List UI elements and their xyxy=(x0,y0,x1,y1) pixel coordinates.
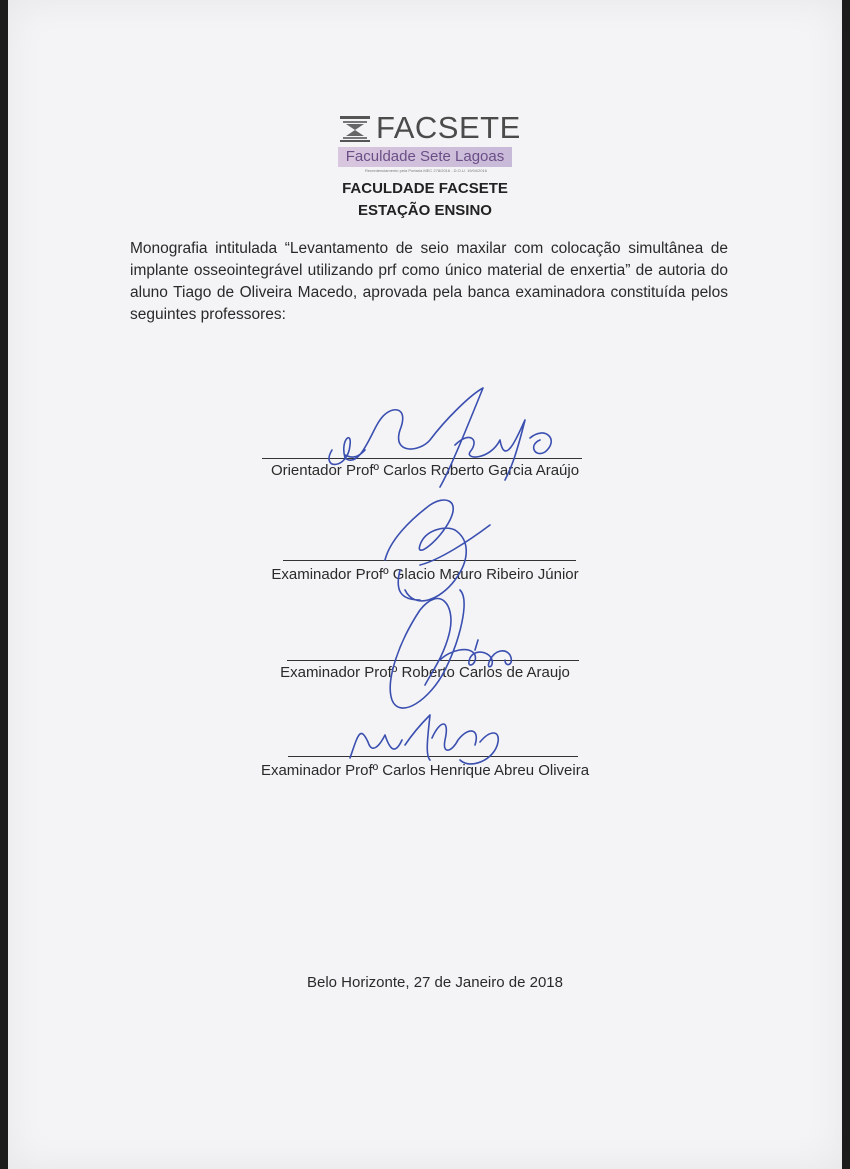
signature-line xyxy=(287,660,579,661)
institution-name: FACULDADE FACSETE xyxy=(342,180,508,197)
approval-statement: Monografia intitulada “Levantamento de seio maxilar com colocação simultânea de implante osseointegrável utilizando prf como único material de enxertia” de autoria do aluno Tiago de Oliveira Macedo, aprovada pela banca examinadora constituída pelos seguintes professores: xyxy=(130,240,728,323)
signatory-label: Orientador Profº Carlos Roberto Garcia Araújo xyxy=(270,462,580,479)
signature-line xyxy=(283,560,576,561)
place-and-date: Belo Horizonte, 27 de Janeiro de 2018 xyxy=(306,974,563,991)
signatory-label: Examinador Profº Roberto Carlos de Araujo xyxy=(280,664,570,681)
logo-fine-print: Recredenciamento pela Portaria MEC 278/2016 - D.O.U. 19/04/2016 xyxy=(364,168,488,173)
logo-subtitle: Faculdade Sete Lagoas xyxy=(338,147,512,167)
signatory-label: Examinador Profº Carlos Henrique Abreu Oliveira xyxy=(260,762,590,779)
logo-mark-icon xyxy=(340,116,370,142)
facsete-logo xyxy=(336,110,521,176)
logo-name: FACSETE xyxy=(376,110,521,145)
signatory-label: Examinador Profº Glacio Mauro Ribeiro Júnior xyxy=(271,566,579,583)
signature-line xyxy=(288,756,578,757)
institution-unit: ESTAÇÃO ENSINO xyxy=(358,202,492,219)
signature-line xyxy=(262,458,582,459)
